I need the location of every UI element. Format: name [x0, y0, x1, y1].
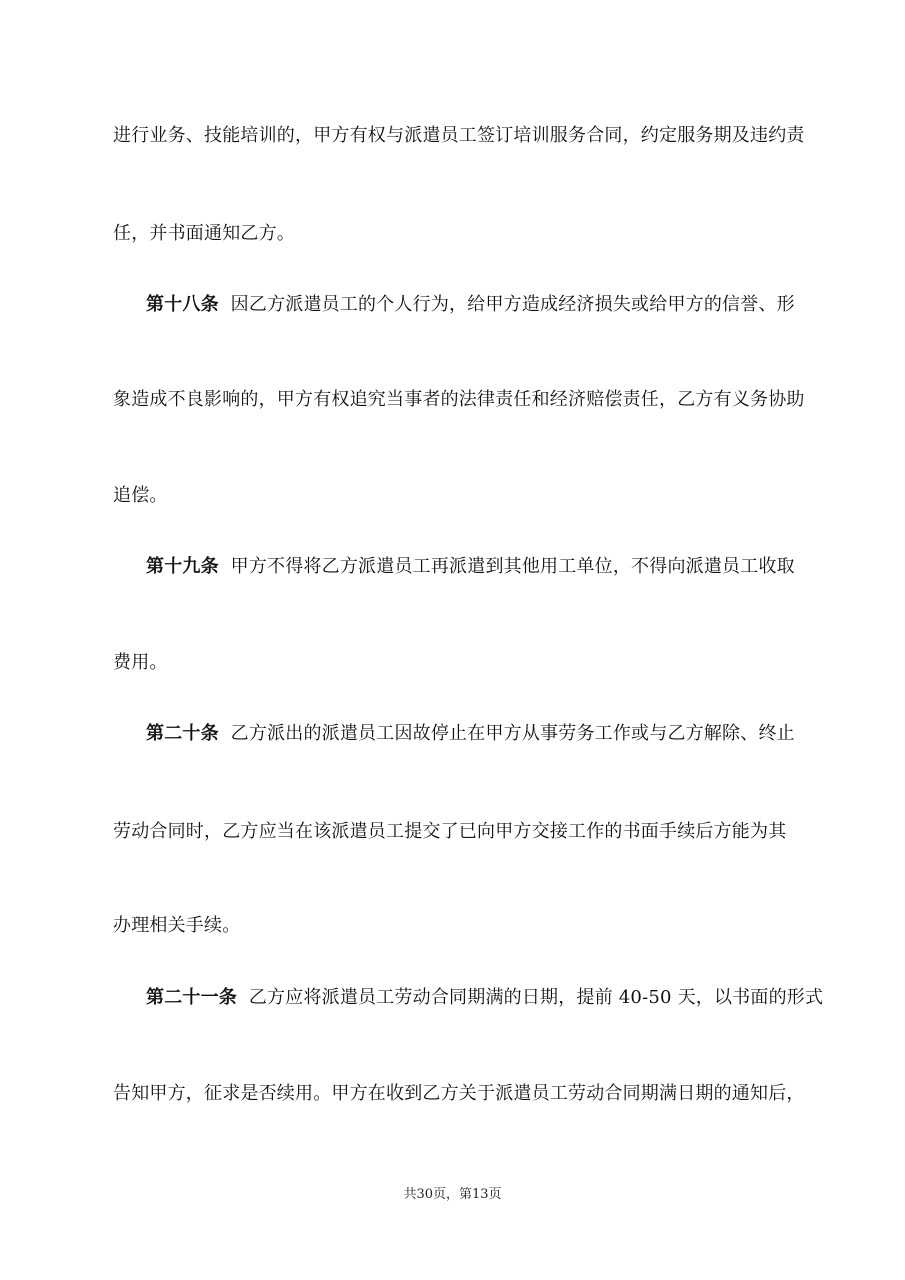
text-line: 象造成不良影响的，甲方有权追究当事者的法律责任和经济赔偿责任，乙方有义务协助 — [113, 389, 805, 410]
text-line: 办理相关手续。 — [113, 915, 241, 936]
article-text: 乙方派出的派遣员工因故停止在甲方从事劳务工作或与乙方解除、终止 — [230, 723, 795, 744]
text-line: 费用。 — [113, 652, 168, 673]
article-text: 乙方应将派遣员工劳动合同期满的日期，提前 40-50 天，以书面的形式 — [248, 987, 824, 1008]
text-line: 进行业务、技能培训的，甲方有权与派遣员工签订培训服务合同，约定服务期及违约责 — [113, 125, 805, 146]
article-text: 甲方不得将乙方派遣员工再派遣到其他用工单位，不得向派遣员工收取 — [230, 556, 795, 577]
article-heading: 第二十条 — [146, 723, 219, 744]
page-footer: 共30页，第13页 — [403, 1187, 502, 1202]
article-heading: 第十八条 — [146, 294, 219, 315]
article-heading: 第十九条 — [146, 556, 219, 577]
text-line: 劳动合同时，乙方应当在该派遣员工提交了已向甲方交接工作的书面手续后方能为其 — [113, 821, 787, 842]
article-18-first-line — [146, 293, 836, 317]
article-19-first-line — [146, 555, 836, 579]
text-line: 追偿。 — [113, 485, 168, 506]
article-text: 因乙方派遣员工的个人行为，给甲方造成经济损失或给甲方的信誉、形 — [230, 294, 795, 315]
article-21-first-line — [146, 986, 836, 1010]
text-line: 告知甲方，征求是否续用。甲方在收到乙方关于派遣员工劳动合同期满日期的通知后， — [113, 1083, 805, 1104]
article-heading: 第二十一条 — [146, 987, 237, 1008]
text-line: 任，并书面通知乙方。 — [113, 223, 295, 244]
article-20-first-line — [146, 722, 836, 746]
